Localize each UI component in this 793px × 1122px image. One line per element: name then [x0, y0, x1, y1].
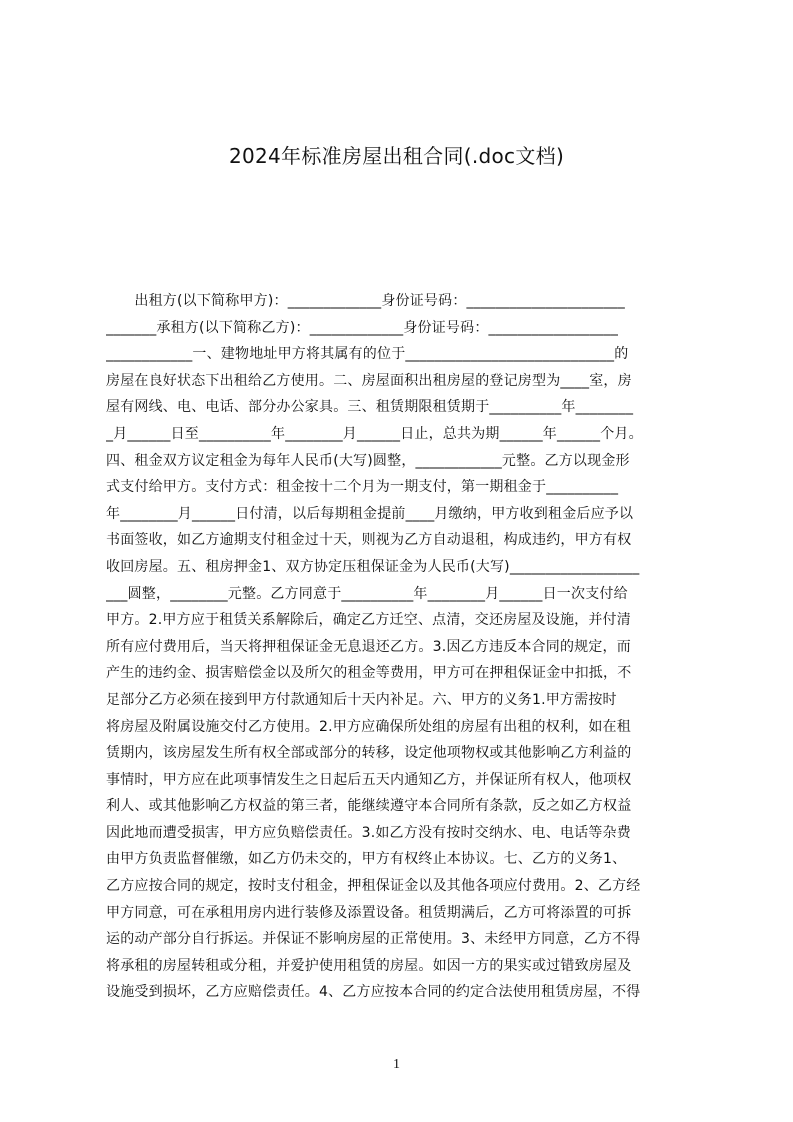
- page-number: 1: [393, 1057, 400, 1072]
- body-line: 将房屋及附属设施交付乙方使用。2.甲方应确保所处组的房屋有出租的权利，如在租: [106, 718, 631, 735]
- body-line: 足部分乙方必须在接到甲方付款通知后十天内补足。六、甲方的义务1.甲方需按时: [106, 691, 617, 708]
- body-line: 由甲方负责监督催缴，如乙方仍未交的，甲方有权终止本协议。七、乙方的义务1、: [106, 851, 627, 868]
- body-line: 乙方应按合同的规定，按时支付租金，押租保证金以及其他各项应付费用。2、乙方经: [106, 878, 641, 895]
- body-line: 将承租的房屋转租或分租，并爱护使用租赁的房屋。如因一方的果实或过错致房屋及: [106, 957, 632, 974]
- body-line: _______承租方(以下简称乙方)：_____________身份证号码：__________________: [106, 319, 619, 336]
- body-line: 因此地而遭受损害，甲方应负赔偿责任。3.如乙方没有按时交纳水、电、电话等杂费: [106, 824, 631, 841]
- body-line: 运的动产部分自行拆运。并保证不影响房屋的正常使用。3、未经甲方同意，乙方不得: [106, 931, 641, 948]
- body-line: 赁期内，该房屋发生所有权全部或部分的转移，设定他项物权或其他影响乙方利益的: [106, 745, 632, 762]
- body-line: 房屋在良好状态下出租给乙方使用。二、房屋面积出租房屋的登记房型为____室，房: [106, 372, 632, 389]
- body-line: 年________月______日付清，以后每期租金提前____月缴纳，甲方收到租金后应予以: [106, 505, 634, 522]
- body-line: 收回房屋。五、租房押金1、双方协定压租保证金为人民币(大写)__________________: [106, 558, 640, 575]
- body-line: 设施受到损坏，乙方应赔偿责任。4、乙方应按本合同的约定合法使用租赁房屋，不得: [106, 984, 641, 1001]
- body-line: 所有应付费用后，当天将押租保证金无息退还乙方。3.因乙方违反本合同的规定，而: [106, 638, 631, 655]
- body-line: 四、租金双方议定租金为每年人民币(大写)圆整，____________元整。乙方以现金形: [106, 452, 630, 469]
- body-line: 书面签收，如乙方逾期支付租金过十天，则视为乙方自动退租，构成违约，甲方有权: [106, 532, 632, 549]
- body-line: 产生的违约金、损害赔偿金以及所欠的租金等费用，甲方可在押租保证金中扣抵，不: [106, 665, 632, 682]
- body-line: ___圆整，________元整。乙方同意于__________年________月______日一次支付给: [106, 585, 628, 602]
- body-line: 式支付给甲方。支付方式：租金按十二个月为一期支付，第一期租金于__________: [106, 479, 619, 496]
- body-line: 甲方同意，可在承租用房内进行装修及添置设备。租赁期满后，乙方可将添置的可拆: [106, 904, 632, 921]
- body-line: 利人、或其他影响乙方权益的第三者，能继续遵守本合同所有条款，反之如乙方权益: [106, 798, 632, 815]
- body-line: 甲方。2.甲方应于租赁关系解除后，确定乙方迁空、点清，交还房屋及设施，并付清: [106, 612, 631, 629]
- document-title: 2024年标准房屋出租合同(.doc文档): [228, 144, 565, 168]
- body-line: ____________一、建物地址甲方将其属有的位于_____________________________的: [106, 346, 629, 363]
- body-line: 屋有网线、电、电话、部分办公家具。三、租赁期限租赁期于__________年________: [106, 399, 634, 416]
- body-line: 事情时，甲方应在此项事情发生之日起后五天内通知乙方，并保证所有权人，他项权: [106, 771, 632, 788]
- body-line: 出租方(以下简称甲方)：_____________身份证号码：______________________: [106, 293, 625, 309]
- body-line: _月______日至__________年________月______日止，总共为期______年______个月。: [106, 425, 643, 442]
- contract-body: [106, 288, 698, 1006]
